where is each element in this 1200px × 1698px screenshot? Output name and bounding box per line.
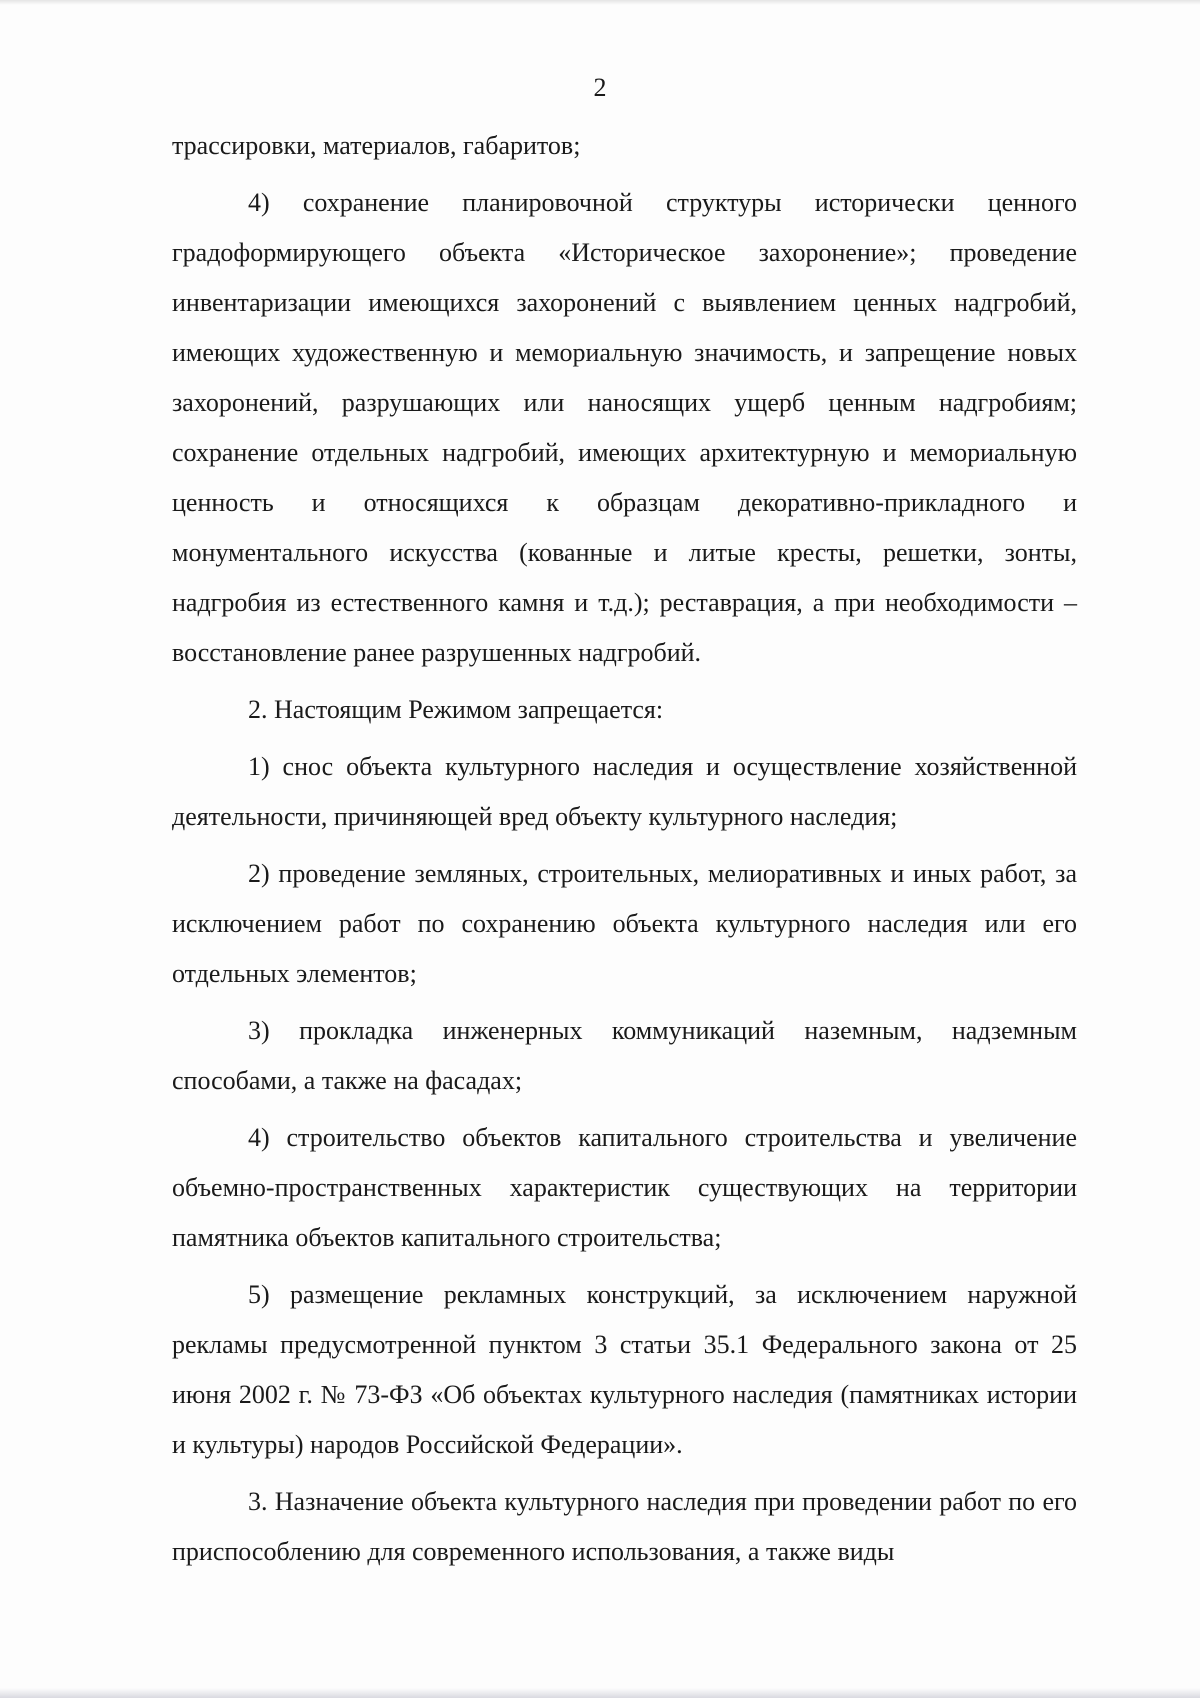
paragraph-section-3: 3. Назначение объекта культурного наследия при проведении работ по его приспособлению для современного использования, а также виды	[172, 1487, 1077, 1566]
paragraph-prohibition-4: 4) строительство объектов капитального строительства и увеличение объемно-пространственных характеристик существующих на территории памятника объектов капитального строительства;	[172, 1123, 1077, 1252]
paragraph-section-2-heading: 2. Настоящим Режимом запрещается:	[248, 695, 664, 724]
paragraph-prohibition-2: 2) проведение земляных, строительных, мелиоративных и иных работ, за исключением работ по сохранению объекта культурного наследия или его отдельных элементов;	[172, 859, 1077, 988]
paragraph-prohibition-1: 1) снос объекта культурного наследия и осуществление хозяйственной деятельности, причиняющей вред объекту культурного наследия;	[172, 752, 1077, 831]
scan-edge-bottom	[0, 1688, 1200, 1698]
paragraph-prohibition-3: 3) прокладка инженерных коммуникаций наземным, надземным способами, а также на фасадах;	[172, 1016, 1077, 1095]
scan-edge-top	[0, 0, 1200, 5]
paragraph-prohibition-5: 5) размещение рекламных конструкций, за исключением наружной рекламы предусмотренной пунктом 3 статьи 35.1 Федерального закона от 25 июня 2002 г. № 73-ФЗ «Об объектах культурного наследия (памятниках истории и культуры) народов Российской Федерации».	[172, 1280, 1077, 1459]
document-body	[172, 121, 1077, 1577]
page-number: 2	[593, 73, 607, 102]
paragraph-item-4-preservation: 4) сохранение планировочной структуры исторически ценного градоформирующего объекта «Историческое захоронение»; проведение инвентаризации имеющихся захоронений с выявлением ценных надгробий, имеющих художественную и мемориальную значимость, и запрещение новых захоронений, разрушающих или наносящих ущерб ценным надгробиям; сохранение отдельных надгробий, имеющих архитектурную и мемориальную ценность и относящихся к образцам декоративно-прикладного и монументального искусства (кованные и литые кресты, решетки, зонты, надгробия из естественного камня и т.д.); реставрация, а при необходимости – восстановление ранее разрушенных надгробий.	[172, 188, 1077, 667]
paragraph-continuation: трассировки, материалов, габаритов;	[172, 131, 581, 160]
